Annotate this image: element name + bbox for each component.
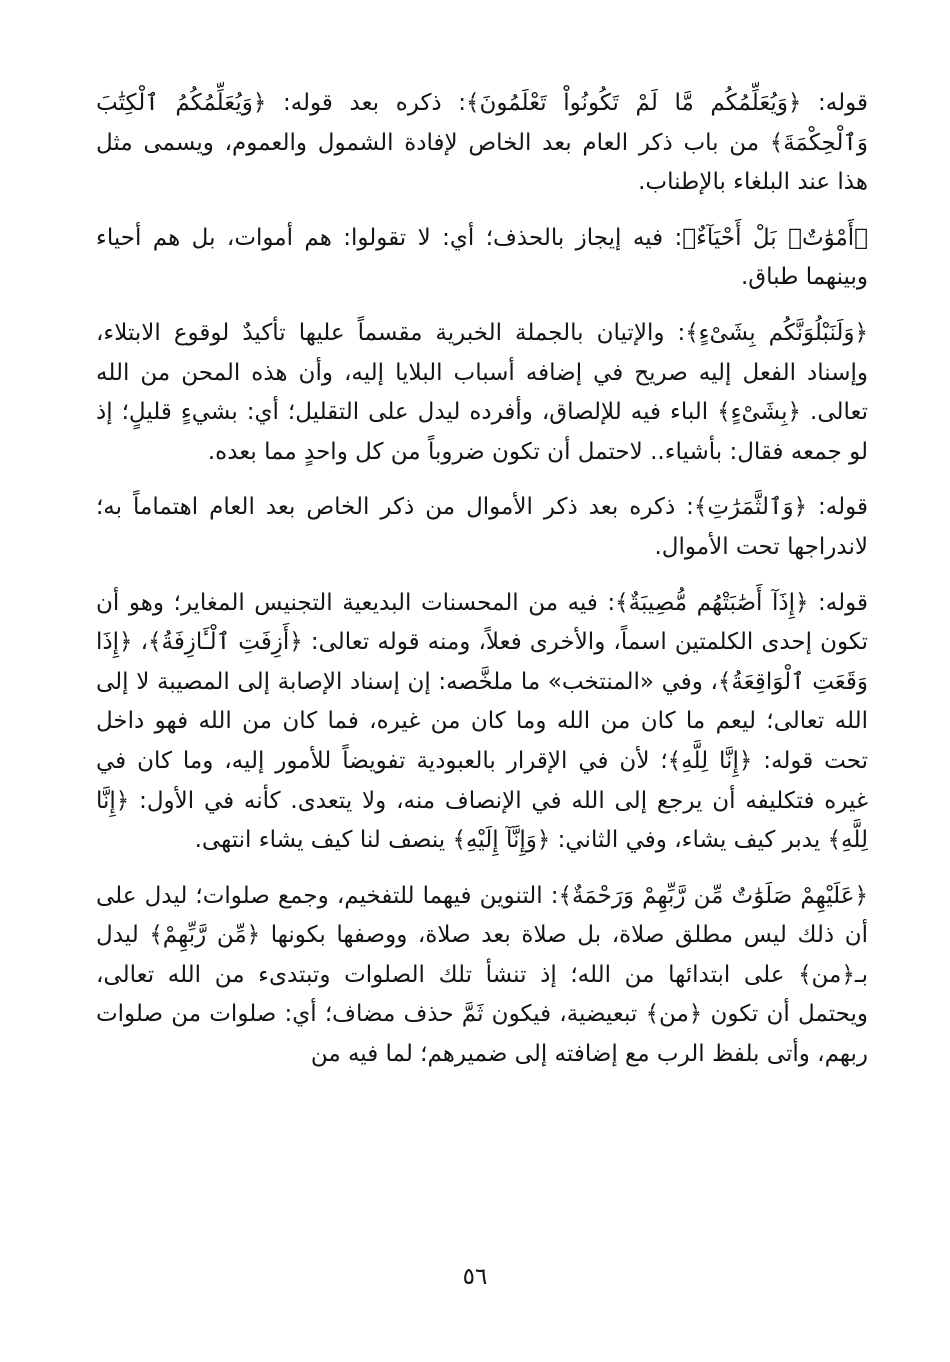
page-number: ٥٦ <box>462 1264 488 1290</box>
paragraph-6: ﴿عَلَيْهِمْ صَلَوَٰتٌ مِّن رَّبِّهِمْ وَرَحْمَةٌ﴾: التنوين فيهما للتفخيم، وجمع صلوات؛ ليدل على أن ذلك ليس مطلق صلاة، بل صلاة بعد صلاة، ووصفها بكونها ﴿مِّن رَّبِّهِمْ﴾ ليدل بـ﴿من﴾ على ابتدائها من الله؛ إذ تنشأ تلك الصلوات وتبتدىء من الله تعالى، ويحتمل أن تكون ﴿من﴾ تبعيضية، فيكون ثَمَّ حذف مضاف؛ أي: صلوات من صلوات ربهم، وأتى بلفظ الرب مع إضافته إلى ضميرهم؛ لما فيه من <box>96 882 868 1068</box>
page-text <box>96 84 868 1091</box>
paragraph-3: ﴿وَلَنَبْلُوَنَّكُم بِشَىْءٍ﴾: والإتيان بالجملة الخبرية مقسماً عليها تأكيدٌ لوقوع الابتلاء، وإسناد الفعل إليه صريح في إضافه أسباب البلايا إليه، وأن هذه المحن من الله تعالى. ﴿بِشَىْءٍ﴾ الباء فيه للإلصاق، وأفرده ليدل على التقليل؛ أي: بشيءٍ قليلٍ؛ إذ لو جمعه فقال: بأشياء.. لاحتمل أن تكون ضروباً من كل واحدٍ مما بعده. <box>96 319 868 465</box>
paragraph-5: قوله: ﴿إِذَآ أَصَٰبَتْهُم مُّصِيبَةٌ﴾: فيه من المحسنات البديعية التجنيس المغاير؛ وهو أن تكون إحدى الكلمتين اسماً، والأخرى فعلاً، ومنه قوله تعالى: ﴿أَزِفَتِ ٱلْـَٔازِفَةُ﴾، ﴿إِذَا وَقَعَتِ ٱلْوَاقِعَةُ﴾، وفي «المنتخب» ما ملخَّصه: إن إسناد الإصابة إلى المصيبة لا إلى الله تعالى؛ ليعم ما كان من الله وما كان من غيره، فما كان من الله فهو داخل تحت قوله: ﴿إِنَّا لِلَّهِ﴾؛ لأن في الإقرار بالعبودية تفويضاً للأمور إليه، وما كان في غيره فتكليفه أن يرجع إلى الله في الإنصاف منه، ولا يتعدى. كأنه في الأول: ﴿إِنَّا لِلَّهِ﴾ يدبر كيف يشاء، وفي الثاني: ﴿وَإِنَّآ إِلَيْهِ﴾ ينصف لنا كيف يشاء انتهى. <box>96 589 868 854</box>
paragraph-4: قوله: ﴿وَٱلثَّمَرَٰتِ﴾: ذكره بعد ذكر الأموال من ذكر الخاص بعد العام اهتماماً به؛ لاندراجها تحت الأموال. <box>96 494 868 560</box>
paragraph-2: ﴿أَمْوَٰتٌۢ بَلْ أَحْيَآءٌ﴾: فيه إيجاز بالحذف؛ أي: لا تقولوا: هم أموات، بل هم أحياء وبينهما طباق. <box>96 224 868 291</box>
paragraph-1: قوله: ﴿وَيُعَلِّمُكُم مَّا لَمْ تَكُونُواْ تَعْلَمُونَ﴾: ذكره بعد قوله: ﴿وَيُعَلِّمُكُمُ ٱلْكِتَٰبَ وَٱلْحِكْمَةَ﴾ من باب ذكر العام بعد الخاص لإفادة الشمول والعموم، ويسمى مثل هذا عند البلغاء بالإطناب. <box>96 90 868 196</box>
